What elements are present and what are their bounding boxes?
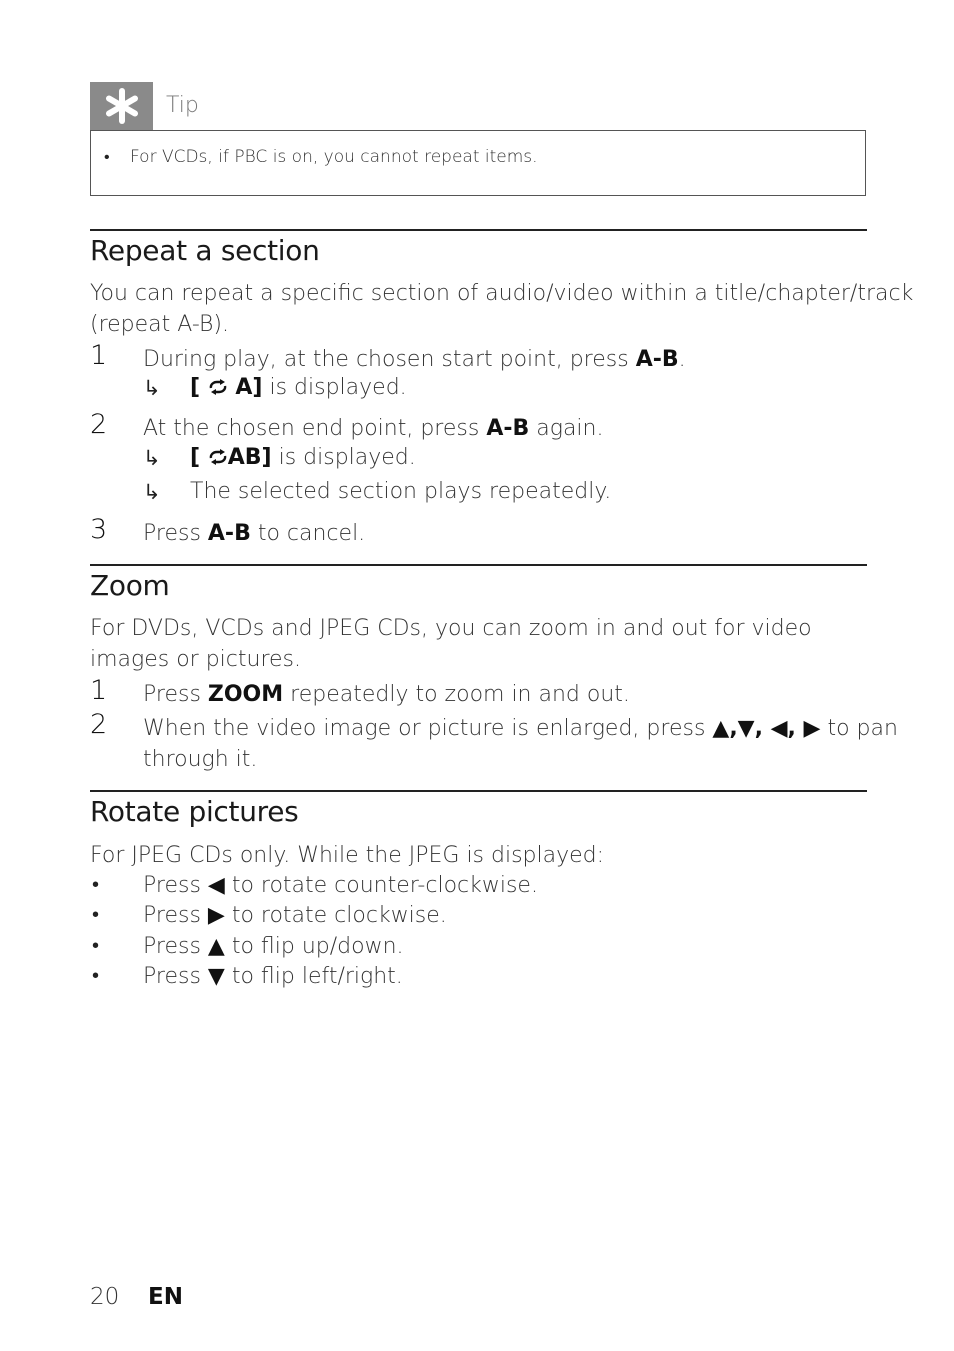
step-number: 1 — [90, 675, 108, 706]
key-ab: A-B — [207, 521, 251, 546]
repeat-result-3: The selected section plays repeatedly. — [190, 479, 612, 504]
zoom-step-1: Press ZOOM repeatedly to zoom in and out. — [143, 682, 630, 707]
zoom-step-2-line-2: through it. — [143, 747, 258, 772]
arrow-right-icon: ↳ — [143, 446, 161, 470]
step-number: 1 — [90, 340, 108, 371]
step-number: 2 — [90, 709, 108, 740]
tip-label: Tip — [166, 93, 199, 118]
bullet-icon: • — [92, 933, 100, 957]
section-divider — [90, 229, 867, 231]
bullet-icon: • — [92, 963, 100, 987]
repeat-intro-line-1: You can repeat a specific section of audio/video within a title/chapter/track — [90, 281, 914, 306]
arrow-right-icon: ↳ — [143, 376, 161, 400]
rotate-item: Press ▼ to flip left/right. — [143, 964, 403, 989]
section-divider — [90, 790, 867, 792]
heading-rotate-pictures: Rotate pictures — [90, 795, 299, 828]
tip-text: For VCDs, if PBC is on, you cannot repeat items. — [130, 147, 538, 167]
repeat-step-1: During play, at the chosen start point, press A-B. — [143, 347, 686, 372]
repeat-step-2: At the chosen end point, press A-B again. — [143, 416, 604, 441]
bullet-icon: • — [104, 147, 110, 166]
repeat-icon — [200, 375, 228, 400]
language-code: EN — [148, 1284, 183, 1310]
rotate-intro: For JPEG CDs only. While the JPEG is displayed: — [90, 843, 605, 868]
step-number: 2 — [90, 409, 108, 440]
bullet-icon: • — [92, 902, 100, 926]
up-arrow-icon: ▲ — [207, 934, 225, 959]
section-divider — [90, 564, 867, 566]
down-arrow-icon: ▼ — [207, 964, 225, 989]
rotate-item: Press ◀ to rotate counter-clockwise. — [143, 873, 538, 898]
repeat-result-1: [ A] is displayed. — [190, 375, 407, 400]
bullet-icon: • — [92, 872, 100, 896]
rotate-item: Press ▶ to rotate clockwise. — [143, 903, 447, 928]
repeat-icon — [200, 445, 228, 470]
step-number: 3 — [90, 514, 108, 545]
arrow-right-icon: ↳ — [143, 480, 161, 504]
zoom-intro-line-1: For DVDs, VCDs and JPEG CDs, you can zoom in and out for video — [90, 616, 812, 641]
right-arrow-icon: ▶ — [207, 903, 225, 928]
key-ab: A-B — [486, 416, 530, 441]
repeat-step-3: Press A-B to cancel. — [143, 521, 366, 546]
repeat-intro-line-2: (repeat A-B). — [90, 312, 229, 337]
key-ab: A-B — [635, 347, 679, 372]
repeat-result-2: [ AB] is displayed. — [190, 445, 416, 470]
direction-keys-icon: ▲,▼, ◀, ▶ — [712, 716, 821, 741]
page-number: 20 — [90, 1284, 120, 1310]
zoom-intro-line-2: images or pictures. — [90, 647, 302, 672]
key-zoom: ZOOM — [207, 682, 284, 707]
rotate-item: Press ▲ to flip up/down. — [143, 934, 404, 959]
left-arrow-icon: ◀ — [207, 873, 225, 898]
heading-zoom: Zoom — [90, 569, 170, 602]
heading-repeat-section: Repeat a section — [90, 234, 320, 267]
zoom-step-2-line-1: When the video image or picture is enlarged, press ▲,▼, ◀, ▶ to pan — [143, 716, 898, 741]
tip-asterisk-icon — [90, 82, 153, 130]
